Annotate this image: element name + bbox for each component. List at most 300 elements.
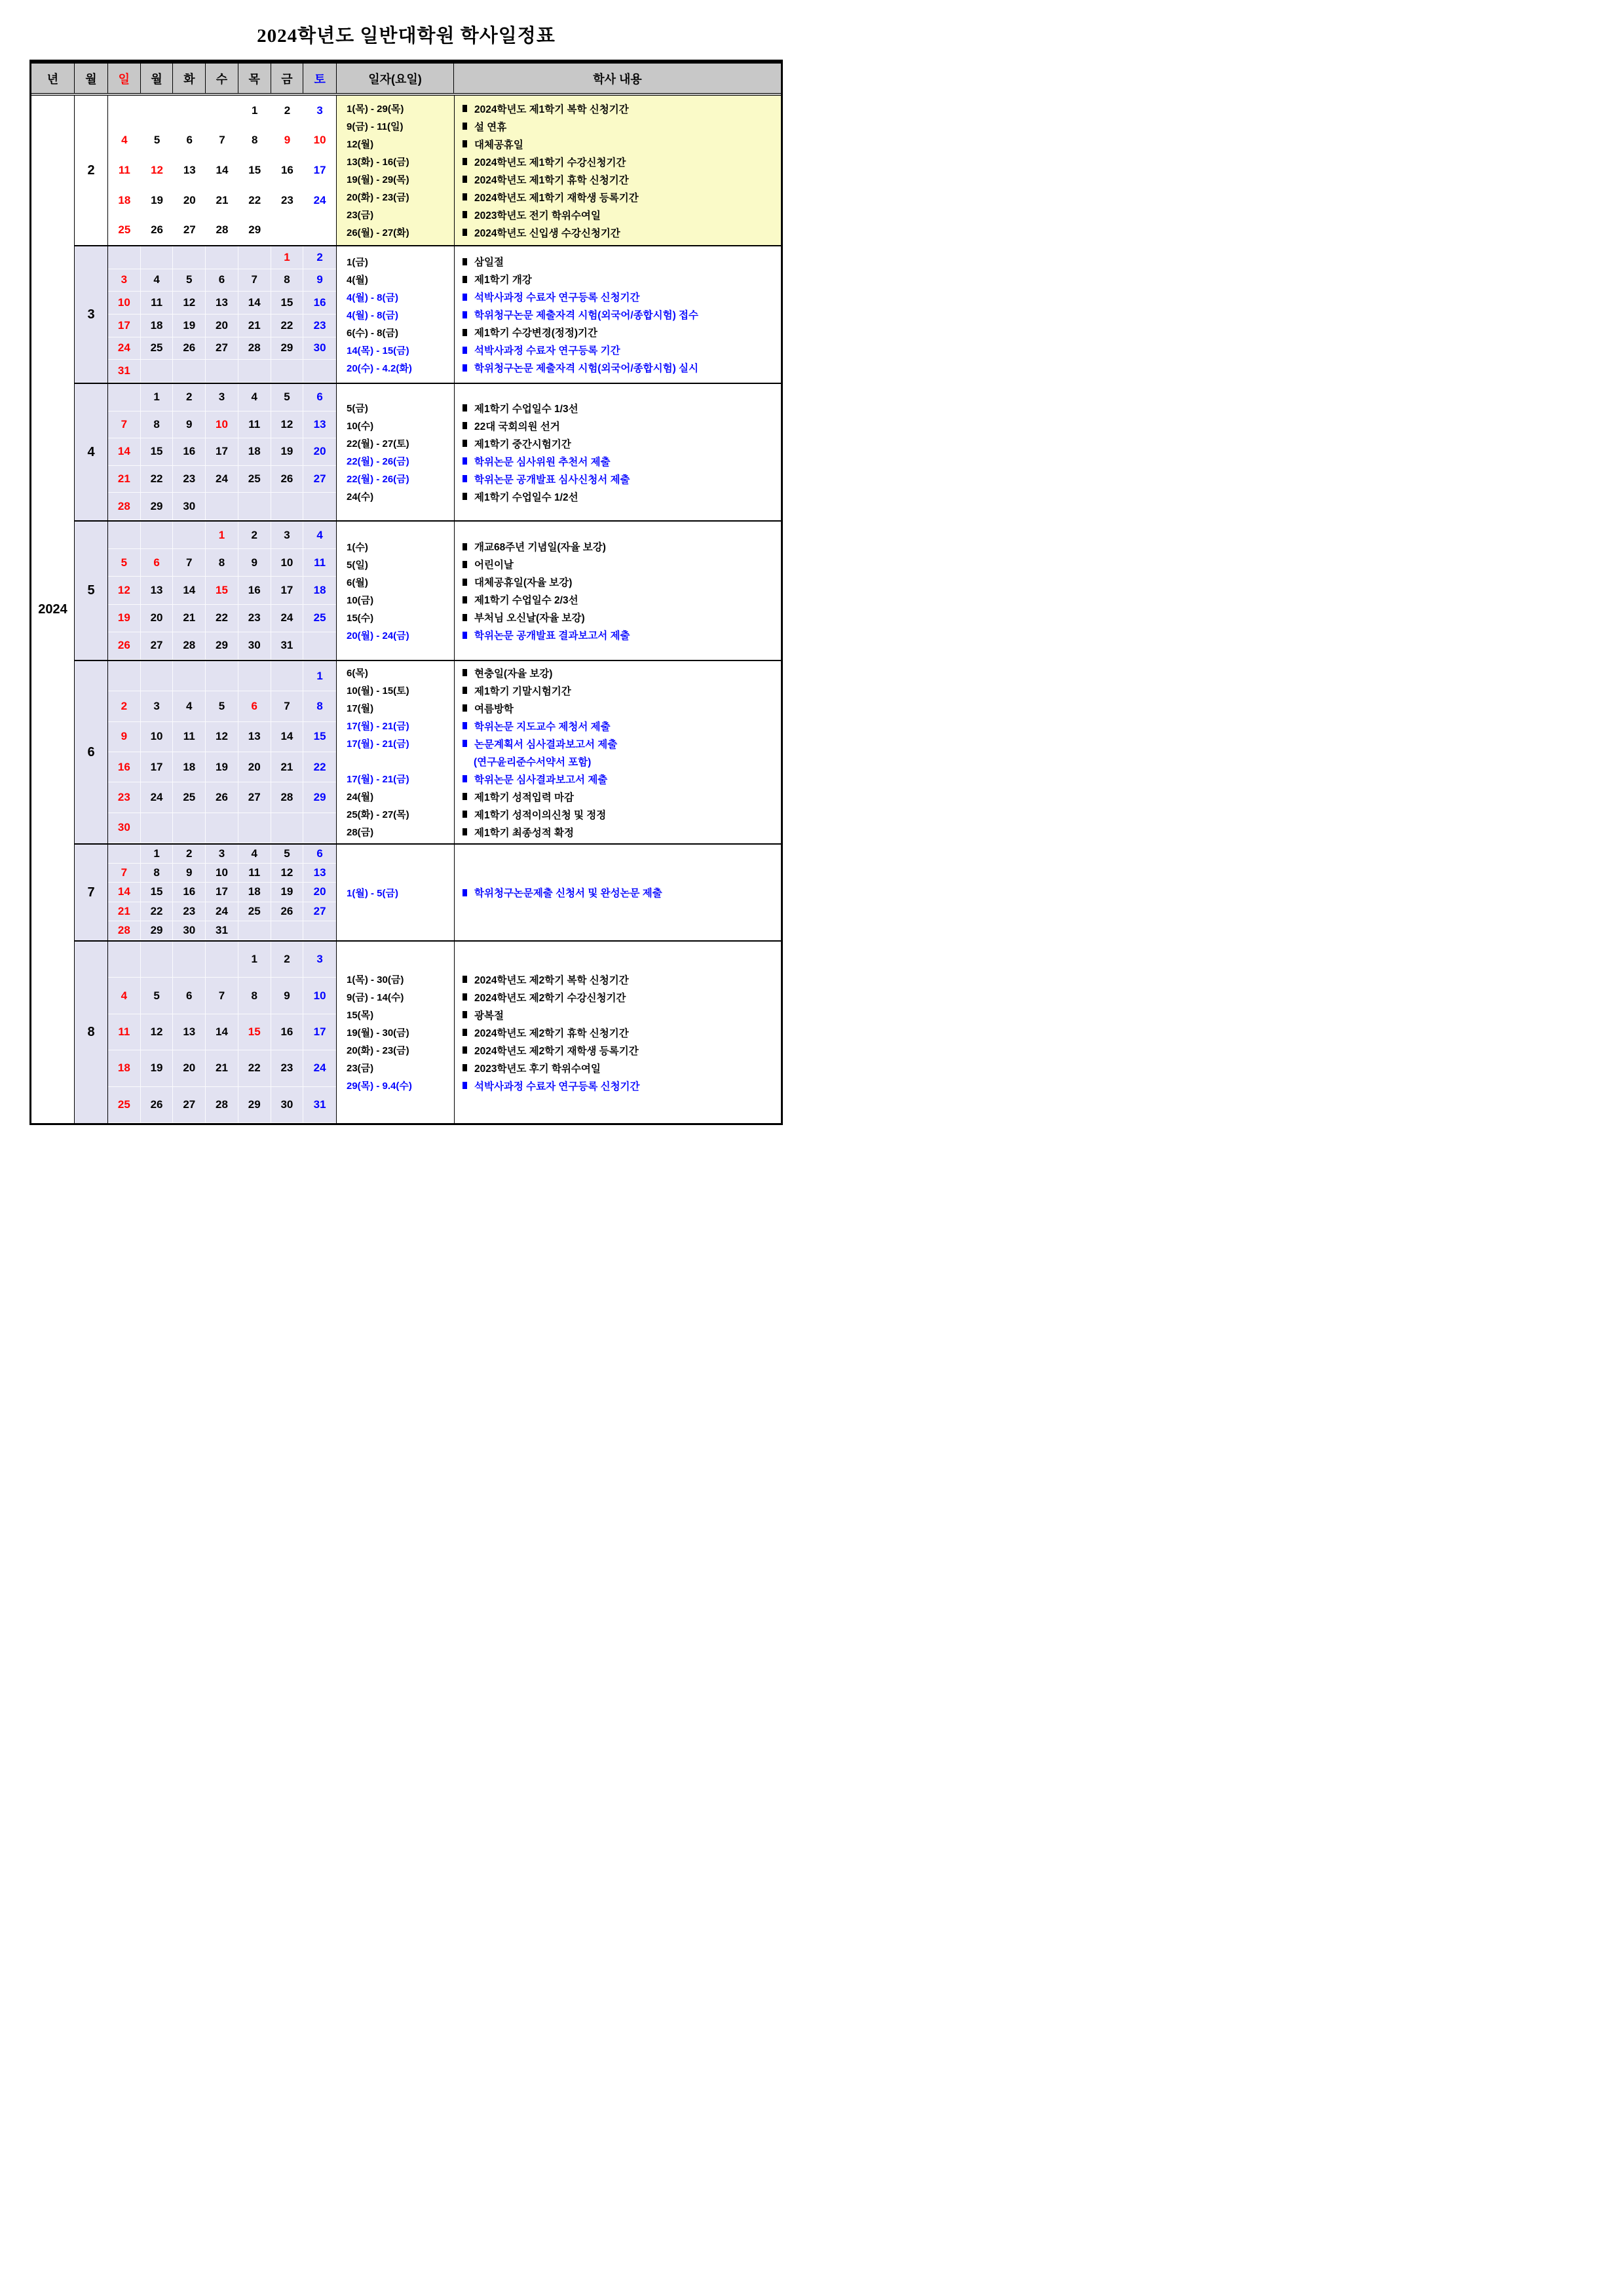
event-date: 10(수): [347, 421, 374, 432]
calendar-day: 29: [248, 223, 261, 237]
event-row: [337, 488, 781, 505]
square-bullet-icon: [463, 404, 467, 411]
square-bullet-icon: [463, 632, 467, 639]
event-row: [337, 591, 781, 609]
event-date: 19(월) - 30(금): [347, 1027, 409, 1039]
event-line: 학위논문 심사결과보고서 제출: [474, 774, 608, 786]
calendar-day: 11: [118, 163, 130, 176]
event-content: [454, 325, 781, 339]
weekday-header: [108, 64, 337, 93]
calendar-day: 9: [173, 411, 206, 439]
calendar-day: 13: [173, 1014, 206, 1050]
calendar-day: 8: [271, 269, 304, 292]
calendar-day: 10: [206, 864, 238, 883]
calendar-day: 6: [238, 691, 271, 721]
header-weekday-토: 토: [314, 72, 326, 86]
calendar-day: 24: [313, 193, 326, 206]
event-date: 14(목) - 15(금): [347, 345, 409, 356]
calendar-empty-cell: [141, 246, 174, 269]
month-number: 7: [75, 845, 108, 940]
calendar-day: 18: [238, 883, 271, 902]
calendar-day: 6: [141, 549, 174, 577]
calendar-day: 8: [206, 549, 238, 577]
event-line: 학위논문 공개발표 심사신청서 제출: [474, 474, 630, 486]
event-date: 1(수): [347, 541, 368, 553]
event-content: [454, 401, 781, 415]
event-content: [454, 454, 781, 469]
event-date: 20(수) - 4.2(화): [347, 362, 412, 374]
calendar-empty-cell: [108, 942, 141, 978]
square-bullet-icon: [463, 596, 467, 603]
calendar-day: 29: [141, 921, 174, 940]
calendar-day: 6: [303, 384, 336, 411]
calendar-empty-cell: [303, 632, 336, 660]
month-row-8: [75, 942, 781, 1123]
event-content: [454, 208, 781, 222]
month-6-events-panel: [337, 661, 781, 843]
event-date: 17(월) - 21(금): [347, 738, 409, 750]
square-bullet-icon: [463, 140, 467, 147]
calendar-day: 7: [108, 864, 141, 883]
square-bullet-icon: [463, 311, 467, 318]
calendar-day: 22: [206, 605, 238, 632]
calendar-day: 23: [173, 466, 206, 493]
event-date: 22(월) - 26(금): [347, 474, 409, 485]
calendar-day: 26: [271, 466, 304, 493]
calendar-empty-cell: [238, 813, 271, 843]
calendar-day: 27: [303, 466, 336, 493]
calendar-day: 5: [271, 384, 304, 411]
square-bullet-icon: [463, 543, 467, 550]
calendar-day: 14: [271, 722, 304, 752]
calendar-day: 12: [108, 577, 141, 604]
event-row: [337, 805, 781, 823]
calendar-empty-cell: [173, 942, 206, 978]
event-content: [454, 1079, 781, 1093]
month-row-6: [75, 661, 781, 845]
calendar-day: 25: [303, 605, 336, 632]
event-date: 23(금): [347, 210, 374, 221]
calendar-empty-cell: [108, 384, 141, 411]
calendar-day: 29: [141, 493, 174, 520]
event-row: [337, 452, 781, 470]
event-row: [337, 434, 781, 452]
calendar-day: 17: [141, 752, 174, 782]
month-number: 8: [75, 942, 108, 1123]
calendar-day: 28: [206, 1087, 238, 1123]
calendar-day: 2: [173, 384, 206, 411]
event-line: 2024학년도 제2학기 휴학 신청기간: [474, 1027, 629, 1039]
calendar-empty-cell: [173, 246, 206, 269]
calendar-day: 21: [238, 315, 271, 337]
calendar-day: 12: [141, 1014, 174, 1050]
calendar-day: 4: [303, 522, 336, 549]
square-bullet-icon: [463, 105, 467, 112]
event-list: [337, 96, 781, 245]
month-number: 2: [75, 96, 108, 245]
calendar-day: 31: [108, 360, 141, 383]
calendar-empty-cell: [206, 661, 238, 691]
calendar-day: 15: [271, 292, 304, 315]
square-bullet-icon: [463, 722, 467, 729]
event-date: 6(수) - 8(금): [347, 327, 398, 339]
event-date: 12(월): [347, 139, 374, 150]
event-row: [337, 288, 781, 306]
event-content: [454, 190, 781, 204]
calendar-day: 9: [108, 722, 141, 752]
event-content: [454, 539, 781, 554]
calendar-day: 2: [271, 942, 304, 978]
calendar-day: 7: [238, 269, 271, 292]
event-row: [337, 188, 781, 206]
calendar-day: 29: [271, 337, 304, 360]
event-content: [454, 790, 781, 804]
calendar-day: 10: [271, 549, 304, 577]
calendar-empty-cell: [238, 921, 271, 940]
event-date: 6(목): [347, 668, 368, 679]
calendar-day: 20: [303, 438, 336, 466]
calendar-day: 14: [108, 883, 141, 902]
calendar-day: 2: [108, 691, 141, 721]
calendar-empty-cell: [271, 360, 304, 383]
event-content: [454, 1008, 781, 1022]
event-row: [337, 253, 781, 271]
calendar-day: 1: [251, 104, 258, 117]
event-row: [337, 135, 781, 153]
calendar-empty-cell: [238, 493, 271, 520]
event-line: 2024학년도 제1학기 수강신청기간: [474, 157, 626, 168]
calendar-day: 16: [173, 883, 206, 902]
event-date: 9(금) - 11(일): [347, 121, 404, 132]
event-date: 19(월) - 29(목): [347, 174, 409, 185]
square-bullet-icon: [463, 475, 467, 482]
event-date: 22(월) - 26(금): [347, 456, 409, 467]
calendar-day: 8: [141, 411, 174, 439]
event-list: [337, 384, 781, 520]
square-bullet-icon: [463, 229, 467, 236]
event-line: 2024학년도 제1학기 휴학 신청기간: [474, 174, 629, 186]
calendar-day: 28: [173, 632, 206, 660]
calendar-day: 15: [303, 722, 336, 752]
calendar-day: 29: [238, 1087, 271, 1123]
event-row: [337, 556, 781, 573]
month-row-2: [75, 96, 781, 246]
square-bullet-icon: [463, 811, 467, 818]
event-row: [337, 735, 781, 752]
event-line: 대체공휴일(자율 보강): [474, 577, 573, 588]
calendar-day: 30: [173, 921, 206, 940]
calendar-day: 14: [173, 577, 206, 604]
month-2-calendar: [108, 96, 337, 245]
month-2-events-panel: [337, 96, 781, 245]
event-date: 6(월): [347, 577, 368, 588]
calendar-day: 9: [271, 978, 304, 1014]
event-line: 제1학기 최종성적 확정: [474, 827, 574, 839]
square-bullet-icon: [463, 276, 467, 283]
event-row: [337, 1006, 781, 1024]
calendar-day: 23: [173, 902, 206, 921]
event-date: 20(월) - 24(금): [347, 630, 409, 641]
month-number: 6: [75, 661, 108, 843]
month-3-events-panel: [337, 246, 781, 383]
event-line: 여름방학: [474, 703, 514, 715]
calendar-empty-cell: [271, 661, 304, 691]
event-date: 20(화) - 23(금): [347, 192, 409, 203]
calendar-day: 22: [303, 752, 336, 782]
calendar-day: 5: [271, 845, 304, 864]
calendar-empty-cell: [173, 661, 206, 691]
calendar-day: 13: [303, 864, 336, 883]
square-bullet-icon: [463, 347, 467, 354]
calendar-day: 10: [206, 411, 238, 439]
event-content: [454, 155, 781, 169]
square-bullet-icon: [463, 422, 467, 429]
header-weekday-화: 화: [173, 64, 206, 93]
calendar-day: 30: [303, 337, 336, 360]
month-number: 3: [75, 246, 108, 383]
calendar-day: 22: [248, 193, 261, 206]
calendar-day: 12: [271, 864, 304, 883]
event-line: 석박사과정 수료자 연구등록 기간: [474, 345, 620, 356]
event-row: [337, 1024, 781, 1041]
calendar-day: 15: [206, 577, 238, 604]
date-content-divider: [454, 661, 455, 843]
event-line: 부처님 오신날(자율 보강): [474, 613, 585, 624]
calendar-day: 23: [108, 782, 141, 813]
calendar-day: 18: [238, 438, 271, 466]
calendar-empty-cell: [108, 845, 141, 864]
event-row: [337, 752, 781, 770]
square-bullet-icon: [463, 364, 467, 372]
square-bullet-icon: [463, 1046, 467, 1054]
calendar-day: 11: [238, 411, 271, 439]
event-row: [337, 699, 781, 717]
calendar-day: 24: [271, 605, 304, 632]
event-content: [454, 290, 781, 304]
header-content: 학사 내용: [593, 72, 642, 86]
event-list: [337, 246, 781, 383]
event-line: 제1학기 기말시험기간: [474, 685, 571, 697]
calendar-day: 19: [108, 605, 141, 632]
calendar-day: 27: [238, 782, 271, 813]
event-content: [454, 472, 781, 486]
calendar-day: 21: [206, 1050, 238, 1086]
month-8-events-panel: [337, 942, 781, 1123]
calendar-empty-cell: [271, 215, 304, 245]
event-date: 22(월) - 27(토): [347, 438, 409, 450]
calendar-day: 10: [303, 978, 336, 1014]
event-line: 제1학기 수업일수 1/2선: [474, 491, 578, 503]
calendar-empty-cell: [108, 661, 141, 691]
event-content: [454, 272, 781, 286]
square-bullet-icon: [463, 793, 467, 800]
calendar-day: 16: [108, 752, 141, 782]
calendar-day: 19: [271, 438, 304, 466]
calendar-empty-cell: [173, 813, 206, 843]
calendar-day: 26: [173, 337, 206, 360]
month-7-calendar: [108, 845, 337, 940]
calendar-day: 24: [303, 1050, 336, 1086]
calendar-day: 13: [206, 292, 238, 315]
calendar-day: 13: [303, 411, 336, 439]
event-line: 학위청구논문 제출자격 시험(외국어/종합시험) 접수: [474, 310, 698, 321]
calendar-day: 4: [238, 845, 271, 864]
event-row: [337, 788, 781, 805]
header-month: 월: [75, 64, 108, 93]
event-list: [337, 845, 781, 940]
event-date: 4(월) - 8(금): [347, 292, 398, 303]
event-line: 학위청구논문 제출자격 시험(외국어/종합시험) 실시: [474, 363, 698, 374]
event-date: 17(월): [347, 703, 374, 714]
event-content: [454, 307, 781, 322]
calendar-empty-cell: [108, 96, 141, 126]
event-content: [454, 628, 781, 642]
square-bullet-icon: [463, 976, 467, 983]
square-bullet-icon: [463, 258, 467, 265]
square-bullet-icon: [463, 123, 467, 130]
event-content: [454, 436, 781, 451]
event-date: 13(화) - 16(금): [347, 157, 409, 168]
calendar-day: 21: [216, 193, 229, 206]
calendar-empty-cell: [108, 246, 141, 269]
square-bullet-icon: [463, 176, 467, 183]
event-line: 삼일절: [474, 257, 504, 268]
event-content: [454, 825, 781, 839]
header-weekday-목: 목: [238, 64, 271, 93]
event-line: 2024학년도 제1학기 복학 신청기간: [474, 104, 629, 115]
square-bullet-icon: [463, 294, 467, 301]
calendar-day: 27: [206, 337, 238, 360]
calendar-day: 21: [271, 752, 304, 782]
event-row: [337, 359, 781, 377]
square-bullet-icon: [463, 193, 467, 201]
calendar-day: 15: [238, 1014, 271, 1050]
calendar-day: 15: [141, 883, 174, 902]
calendar-day: 31: [206, 921, 238, 940]
event-content: [454, 102, 781, 116]
calendar-day: 17: [108, 315, 141, 337]
calendar-day: 2: [303, 246, 336, 269]
event-date: 23(금): [347, 1063, 374, 1074]
event-line: 2024학년도 신입생 수강신청기간: [474, 227, 620, 239]
calendar-day: 31: [271, 632, 304, 660]
event-list: [337, 522, 781, 660]
calendar-empty-cell: [173, 522, 206, 549]
event-content: [454, 719, 781, 733]
month-5-calendar: [108, 522, 337, 660]
calendar-day: 15: [248, 163, 261, 176]
event-row: [337, 770, 781, 788]
calendar-day: 9: [173, 864, 206, 883]
event-row: [337, 153, 781, 170]
calendar-day: 19: [173, 315, 206, 337]
calendar-empty-cell: [108, 522, 141, 549]
calendar-day: 17: [303, 1014, 336, 1050]
calendar-day: 6: [173, 978, 206, 1014]
calendar-day: 5: [108, 549, 141, 577]
calendar-day: 27: [173, 1087, 206, 1123]
calendar-day: 5: [206, 691, 238, 721]
square-bullet-icon: [463, 1029, 467, 1036]
event-content: [454, 666, 781, 680]
calendar-day: 4: [108, 978, 141, 1014]
square-bullet-icon: [463, 828, 467, 835]
calendar-day: 16: [303, 292, 336, 315]
event-content: [454, 990, 781, 1004]
calendar-empty-cell: [141, 96, 174, 126]
calendar-day: 13: [238, 722, 271, 752]
month-5-events-panel: [337, 522, 781, 660]
event-row: [337, 884, 781, 902]
date-content-divider: [454, 96, 455, 245]
event-row: [337, 970, 781, 988]
square-bullet-icon: [463, 740, 467, 747]
square-bullet-icon: [463, 687, 467, 694]
event-date: 5(일): [347, 559, 368, 571]
event-row: [337, 324, 781, 341]
calendar-day: 17: [206, 438, 238, 466]
calendar-day: 13: [183, 163, 196, 176]
calendar-day: 23: [271, 1050, 304, 1086]
calendar-day: 17: [271, 577, 304, 604]
calendar-day: 14: [206, 1014, 238, 1050]
month-4-events-panel: [337, 384, 781, 520]
calendar-day: 18: [141, 315, 174, 337]
calendar-day: 11: [303, 549, 336, 577]
square-bullet-icon: [463, 329, 467, 336]
calendar-day: 1: [141, 845, 174, 864]
event-content: [454, 343, 781, 357]
event-line: 제1학기 성적이의신청 및 정정: [474, 809, 607, 821]
calendar-day: 12: [206, 722, 238, 752]
event-line: 2023학년도 전기 학위수여일: [474, 210, 601, 221]
calendar-day: 1: [141, 384, 174, 411]
event-row: [337, 117, 781, 135]
calendar-day: 27: [183, 223, 196, 237]
event-content: [454, 575, 781, 589]
event-date: 15(목): [347, 1010, 374, 1021]
calendar-day: 28: [108, 921, 141, 940]
event-line: 대체공휴일: [474, 139, 523, 151]
calendar-day: 22: [238, 1050, 271, 1086]
event-content: [454, 701, 781, 716]
calendar-day: 16: [271, 1014, 304, 1050]
event-line: 제1학기 수업일수 2/3선: [474, 595, 578, 606]
calendar-day: 30: [173, 493, 206, 520]
calendar-day: 4: [238, 384, 271, 411]
event-line: 석박사과정 수료자 연구등록 신청기간: [474, 292, 640, 303]
calendar-empty-cell: [206, 493, 238, 520]
square-bullet-icon: [463, 1064, 467, 1071]
calendar-day: 28: [271, 782, 304, 813]
calendar-day: 21: [173, 605, 206, 632]
calendar-day: 24: [206, 902, 238, 921]
calendar-empty-cell: [141, 813, 174, 843]
event-content: [454, 610, 781, 624]
event-line: 2024학년도 제2학기 수강신청기간: [474, 992, 626, 1004]
event-line: 학위논문 공개발표 결과보고서 제출: [474, 630, 630, 641]
schedule-table: [29, 60, 783, 1125]
calendar-day: 18: [173, 752, 206, 782]
calendar-day: 14: [216, 163, 229, 176]
event-row: [337, 341, 781, 359]
event-row: [337, 417, 781, 434]
square-bullet-icon: [463, 1082, 467, 1089]
calendar-day: 12: [173, 292, 206, 315]
calendar-day: 1: [238, 942, 271, 978]
calendar-day: 28: [216, 223, 229, 237]
calendar-day: 26: [206, 782, 238, 813]
